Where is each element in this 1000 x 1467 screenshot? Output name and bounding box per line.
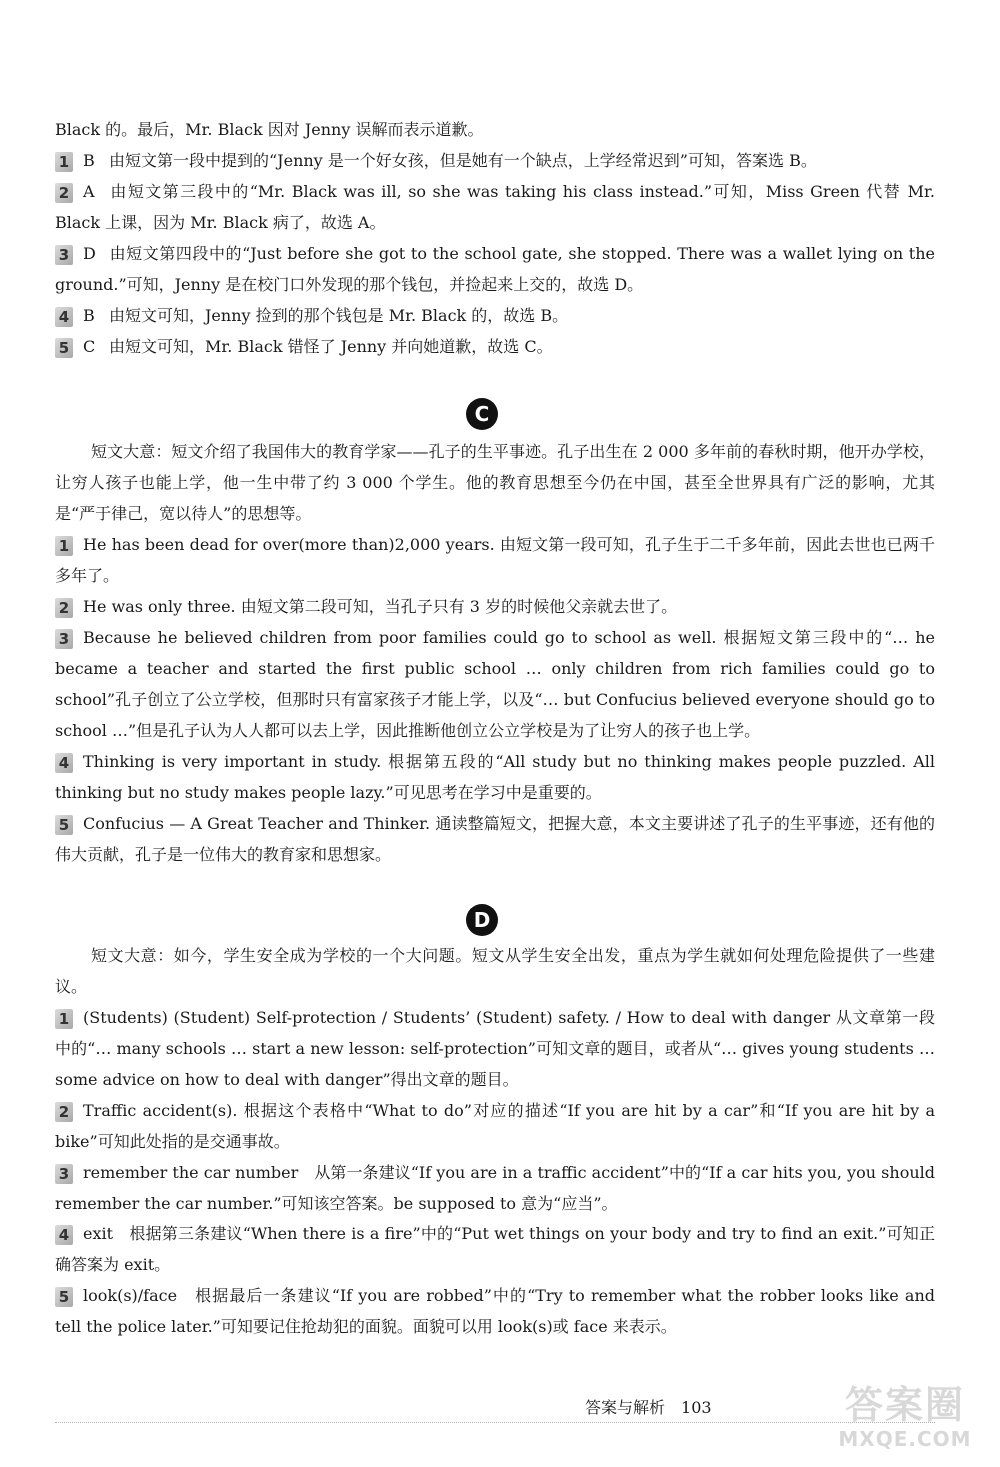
question-number: 2: [55, 1102, 73, 1122]
page-number: 103: [681, 1398, 712, 1417]
explanation: 由短文第三段中的“Mr. Black was ill, so she was taking his class instead.”可知，Miss Green 代替 Mr. Black 上课，因为 Mr. Black 病了，故选 A。: [55, 182, 935, 232]
partD-item-1: [55, 1002, 935, 1095]
footer-label: 答案与解析: [585, 1398, 666, 1417]
question-number: 5: [55, 1287, 73, 1307]
explanation: 由短文第四段中的“Just before she got to the school gate, she stopped. There was a wallet lying on the ground.”可知，Jenny 是在校门口外发现的那个钱包，并捡起来上交的，故选 D。: [55, 244, 935, 294]
question-number: 1: [55, 536, 73, 556]
question-number: 5: [55, 815, 73, 835]
partC-item-1: [55, 529, 935, 591]
answer-letter: C: [83, 337, 96, 356]
partD-item-2: [55, 1095, 935, 1157]
partD-item-5: [55, 1280, 935, 1342]
section-c-badge: C: [466, 398, 498, 430]
explanation: 由短文第一段中提到的“Jenny 是一个好女孩，但是她有一个缺点，上学经常迟到”可知，答案选 B。: [109, 151, 817, 170]
explanation: He has been dead for over(more than)2,000 years. 由短文第一段可知，孔子生于二千多年前，因此去世也已两千多年了。: [55, 535, 935, 585]
explanation: 由短文可知，Mr. Black 错怪了 Jenny 并向她道歉，故选 C。: [109, 337, 553, 356]
partC-item-5: [55, 808, 935, 870]
question-number: 3: [55, 1164, 73, 1184]
footer: [585, 1395, 712, 1418]
question-number: 1: [55, 152, 73, 172]
watermark-logo: [830, 1384, 980, 1459]
explanation: remember the car number 从第一条建议“If you are in a traffic accident”中的“If a car hits you, you should remember the car number.”可知该空答案。be supposed to 意为“应当”。: [55, 1163, 935, 1213]
explanation: 由短文可知，Jenny 捡到的那个钱包是 Mr. Black 的，故选 B。: [109, 306, 569, 325]
partD-item-4: [55, 1218, 935, 1280]
partD-item-3: [55, 1157, 935, 1219]
watermark-top: 答案圈: [844, 1383, 965, 1427]
footer-rule: [55, 1422, 935, 1423]
question-number: 3: [55, 629, 73, 649]
partB-item-5: [55, 331, 935, 362]
explanation: Confucius — A Great Teacher and Thinker. 通读整篇短文，把握大意，本文主要讲述了孔子的生平事迹，还有他的伟大贡献，孔子是一位伟大的教育家和思想家。: [55, 814, 935, 864]
watermark-bottom: MXQE.COM: [838, 1427, 972, 1451]
partB-item-2: [55, 176, 935, 238]
question-number: 1: [55, 1009, 73, 1029]
partB-tail: Black 的。最后，Mr. Black 因对 Jenny 误解而表示道歉。: [55, 120, 484, 139]
explanation: look(s)/face 根据最后一条建议“If you are robbed”中的“Try to remember what the robber looks like and tell the police later.”可知要记住抢劫犯的面貌。面貌可以用 look(s)或 face 来表示。: [55, 1286, 935, 1336]
question-number: 4: [55, 1225, 73, 1245]
explanation: Traffic accident(s). 根据这个表格中“What to do”对应的描述“If you are hit by a car”和“If you are hit by a bike”可知此处指的是交通事故。: [55, 1101, 935, 1151]
question-number: 4: [55, 753, 73, 773]
section-d-badge: D: [466, 904, 498, 936]
question-number: 5: [55, 338, 73, 358]
partB-item-3: [55, 238, 935, 300]
explanation: Because he believed children from poor families could go to school as well. 根据短文第三段中的“… he became a teacher and started the first public school … only children from rich families could go to school”孔子创立了公立学校，但那时只有富家孩子才能上学，以及“… but Confucius believed everyone should go to school …”但是孔子认为人人都可以去上学，因此推断他创立公立学校是为了让穷人的孩子也上学。: [55, 628, 935, 740]
explanation: (Students) (Student) Self-protection / Students’ (Student) safety. / How to deal with danger 从文章第一段中的“… many schools … start a new lesson: self-protection”可知文章的题目，或者从“… gives young students … some advice on how to deal with danger”得出文章的题目。: [55, 1008, 935, 1089]
partC-item-2: [55, 591, 935, 622]
partB-item-4: [55, 300, 935, 331]
question-number: 4: [55, 307, 73, 327]
question-number: 2: [55, 598, 73, 618]
answer-letter: B: [83, 306, 95, 325]
partB-item-1: [55, 145, 935, 176]
answer-letter: D: [83, 244, 96, 263]
partD-summary: 短文大意：如今，学生安全成为学校的一个大问题。短文从学生安全出发，重点为学生就如何处理危险提供了一些建议。: [55, 946, 935, 996]
partC-summary: 短文大意：短文介绍了我国伟大的教育学家——孔子的生平事迹。孔子出生在 2 000 多年前的春秋时期，他开办学校，让穷人孩子也能上学，他一生中带了约 3 000 个学生。他的教育思想至今仍在中国，甚至全世界具有广泛的影响，尤其是“严于律己，宽以待人”的思想等。: [55, 442, 935, 523]
answer-letter: A: [83, 182, 95, 201]
explanation: He was only three. 由短文第二段可知，当孔子只有 3 岁的时候他父亲就去世了。: [83, 597, 678, 616]
partC-item-4: [55, 746, 935, 808]
explanation: Thinking is very important in study. 根据第五段的“All study but no thinking makes people puzzled. All thinking but no study makes people lazy.”可见思考在学习中是重要的。: [55, 752, 935, 802]
partC-item-3: [55, 622, 935, 746]
explanation: exit 根据第三条建议“When there is a fire”中的“Put wet things on your body and try to find an exit.”可知正确答案为 exit。: [55, 1224, 935, 1274]
question-number: 2: [55, 183, 73, 203]
answer-letter: B: [83, 151, 95, 170]
question-number: 3: [55, 245, 73, 265]
